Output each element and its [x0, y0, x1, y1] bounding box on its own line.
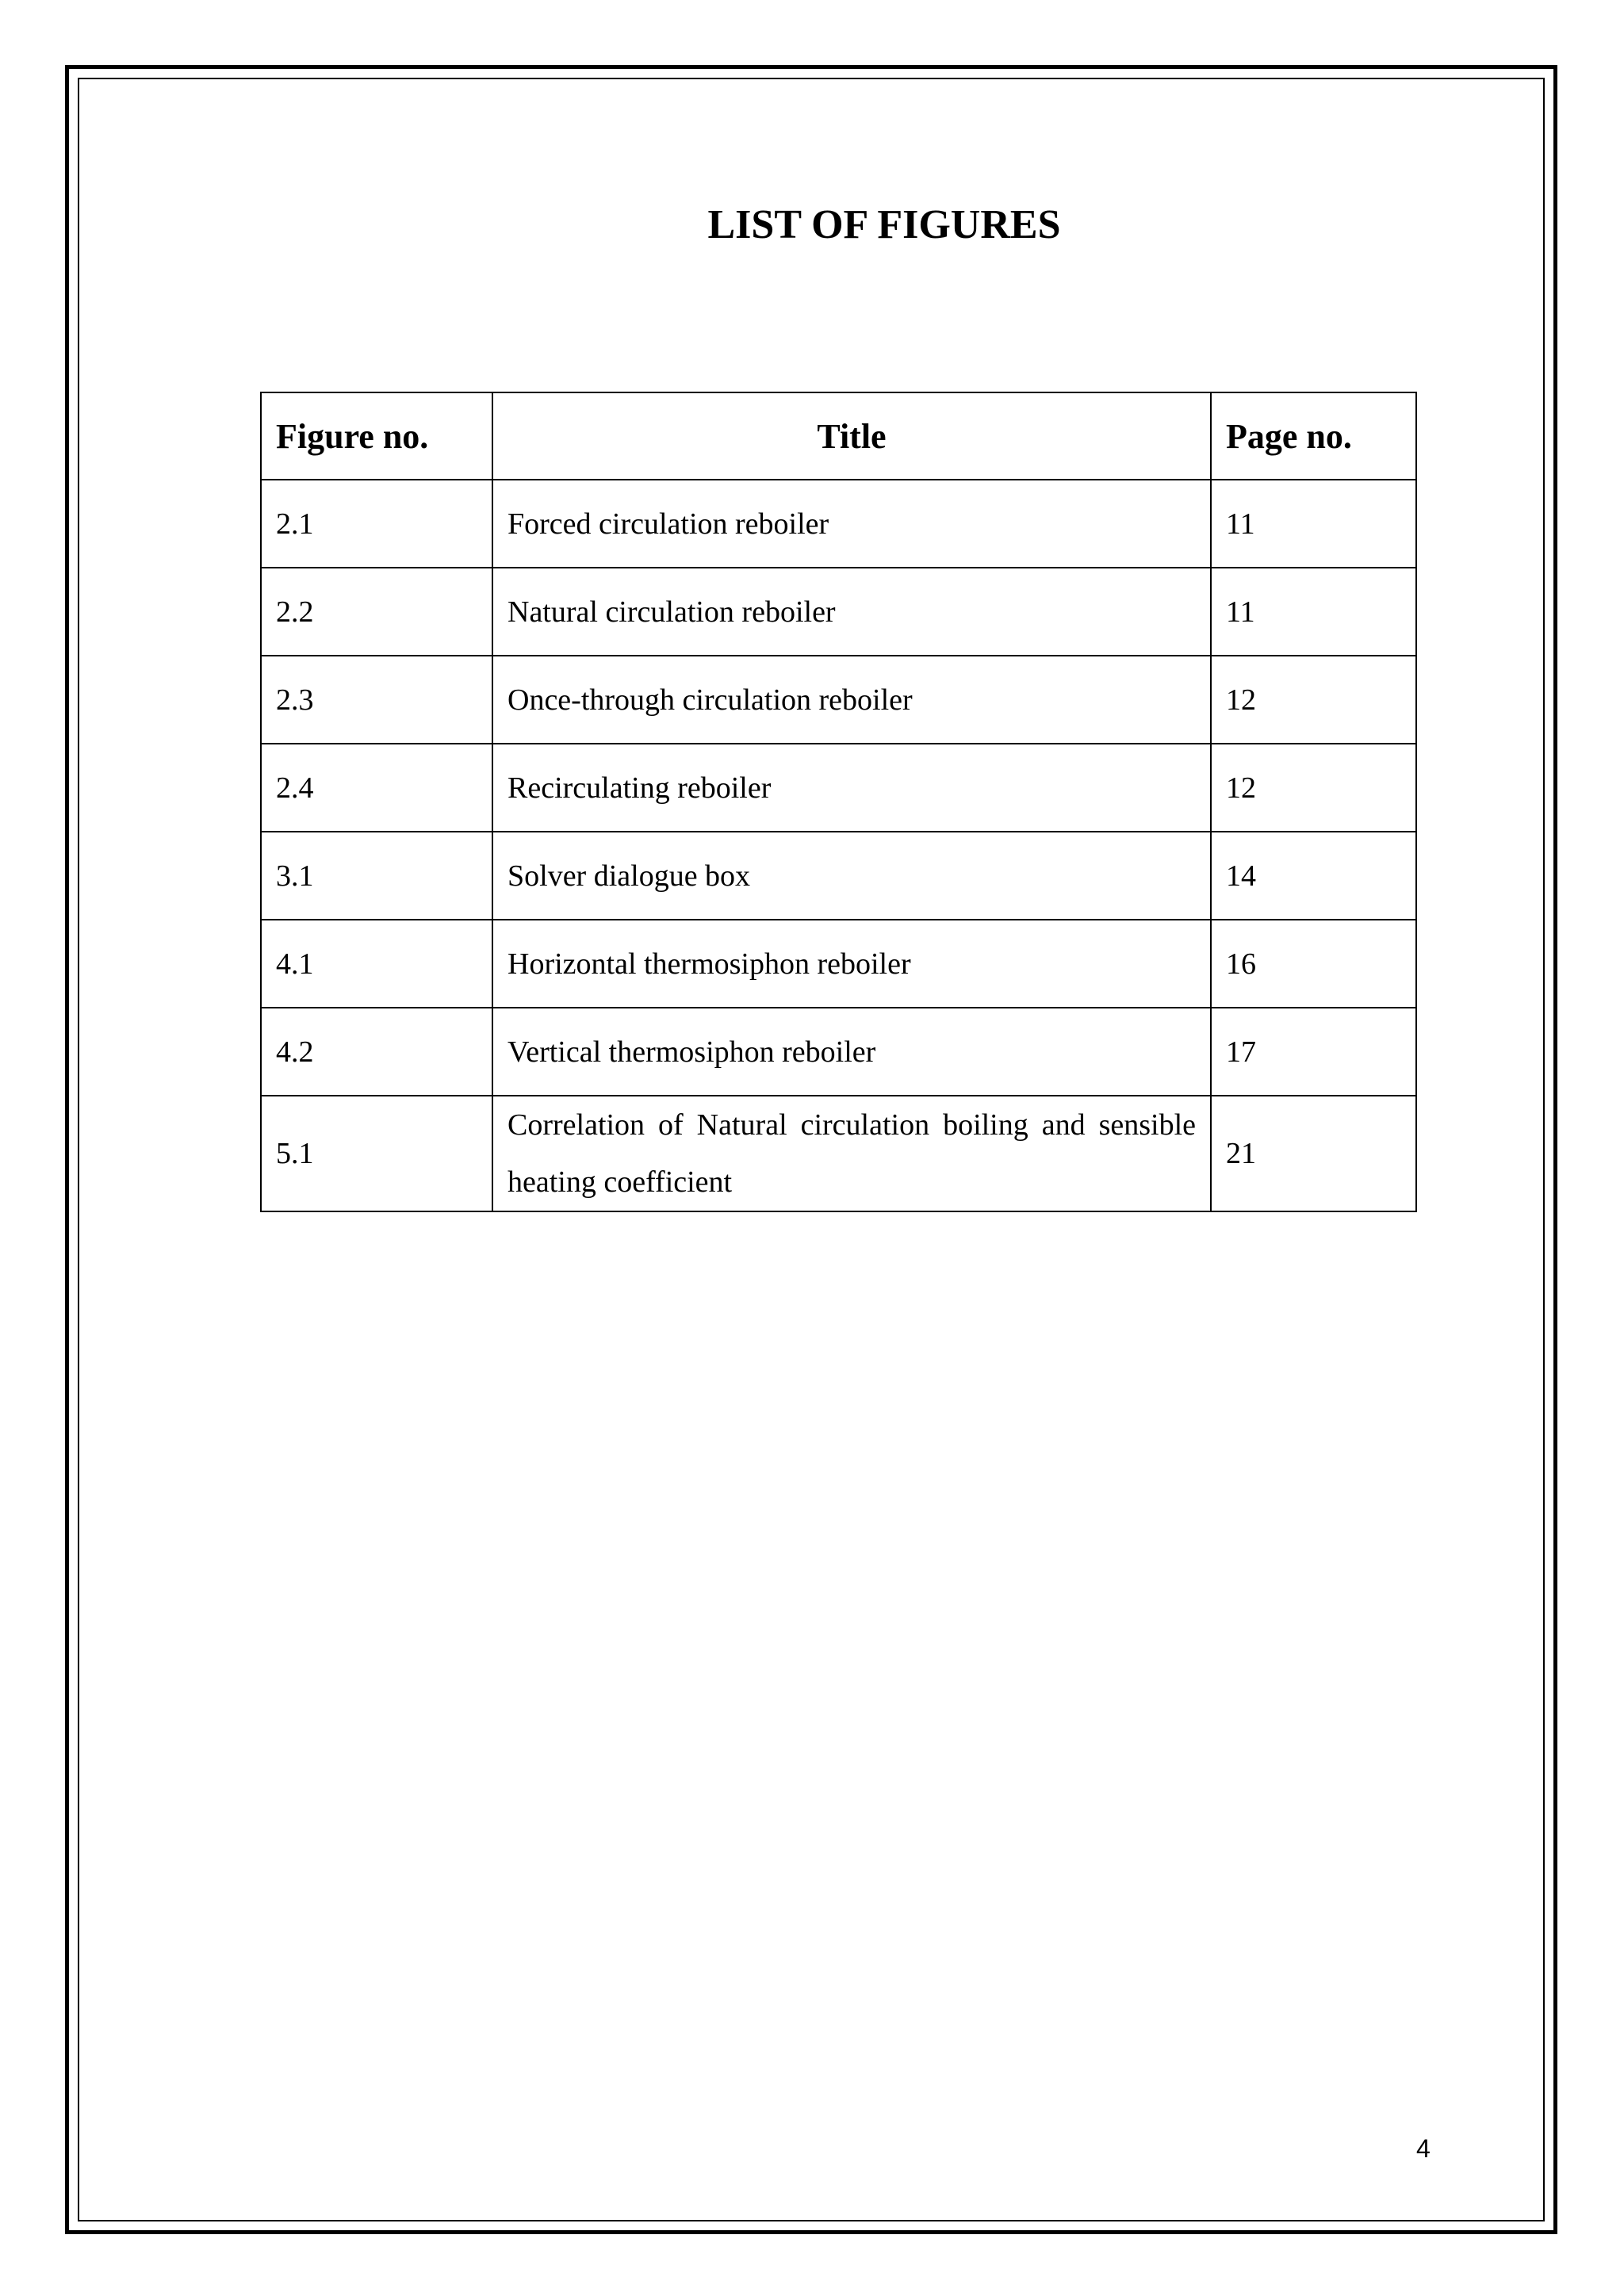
figure-title-cell: Solver dialogue box — [492, 832, 1211, 920]
page-number-cell: 14 — [1211, 832, 1416, 920]
page-number-cell: 12 — [1211, 744, 1416, 832]
figure-number-cell: 2.4 — [261, 744, 492, 832]
table-row — [261, 568, 1416, 656]
figure-title-cell: Horizontal thermosiphon reboiler — [492, 920, 1211, 1008]
figure-title-cell: Recirculating reboiler — [492, 744, 1211, 832]
page-number-cell: 11 — [1211, 480, 1416, 568]
figure-title-cell: Forced circulation reboiler — [492, 480, 1211, 568]
column-header-figure-no: Figure no. — [261, 392, 492, 480]
figures-table — [260, 392, 1417, 1212]
table-row — [261, 832, 1416, 920]
page-title: LIST OF FIGURES — [707, 202, 1061, 247]
table-row — [261, 1008, 1416, 1096]
figure-number-cell: 4.2 — [261, 1008, 492, 1096]
figure-title-cell: Correlation of Natural circulation boiling and sensible heating coefficient — [492, 1096, 1211, 1211]
page-number-cell: 11 — [1211, 568, 1416, 656]
table-row — [261, 744, 1416, 832]
figure-number-cell: 2.1 — [261, 480, 492, 568]
page-number-cell: 17 — [1211, 1008, 1416, 1096]
table-row — [261, 920, 1416, 1008]
page-number-cell: 16 — [1211, 920, 1416, 1008]
column-header-page-no: Page no. — [1211, 392, 1416, 480]
table-row — [261, 480, 1416, 568]
table-row — [261, 656, 1416, 744]
page-number-cell: 12 — [1211, 656, 1416, 744]
figure-number-cell: 2.2 — [261, 568, 492, 656]
page-number: 4 — [1416, 2134, 1431, 2163]
figure-title-cell: Natural circulation reboiler — [492, 568, 1211, 656]
page-number-cell: 21 — [1211, 1096, 1416, 1211]
figure-title-cell: Once-through circulation reboiler — [492, 656, 1211, 744]
figure-number-cell: 3.1 — [261, 832, 492, 920]
figure-number-cell: 4.1 — [261, 920, 492, 1008]
table-row — [261, 1096, 1416, 1211]
column-header-title: Title — [492, 392, 1211, 480]
table-header-row — [261, 392, 1416, 480]
figure-number-cell: 5.1 — [261, 1096, 492, 1211]
figure-title-cell: Vertical thermosiphon reboiler — [492, 1008, 1211, 1096]
figure-number-cell: 2.3 — [261, 656, 492, 744]
